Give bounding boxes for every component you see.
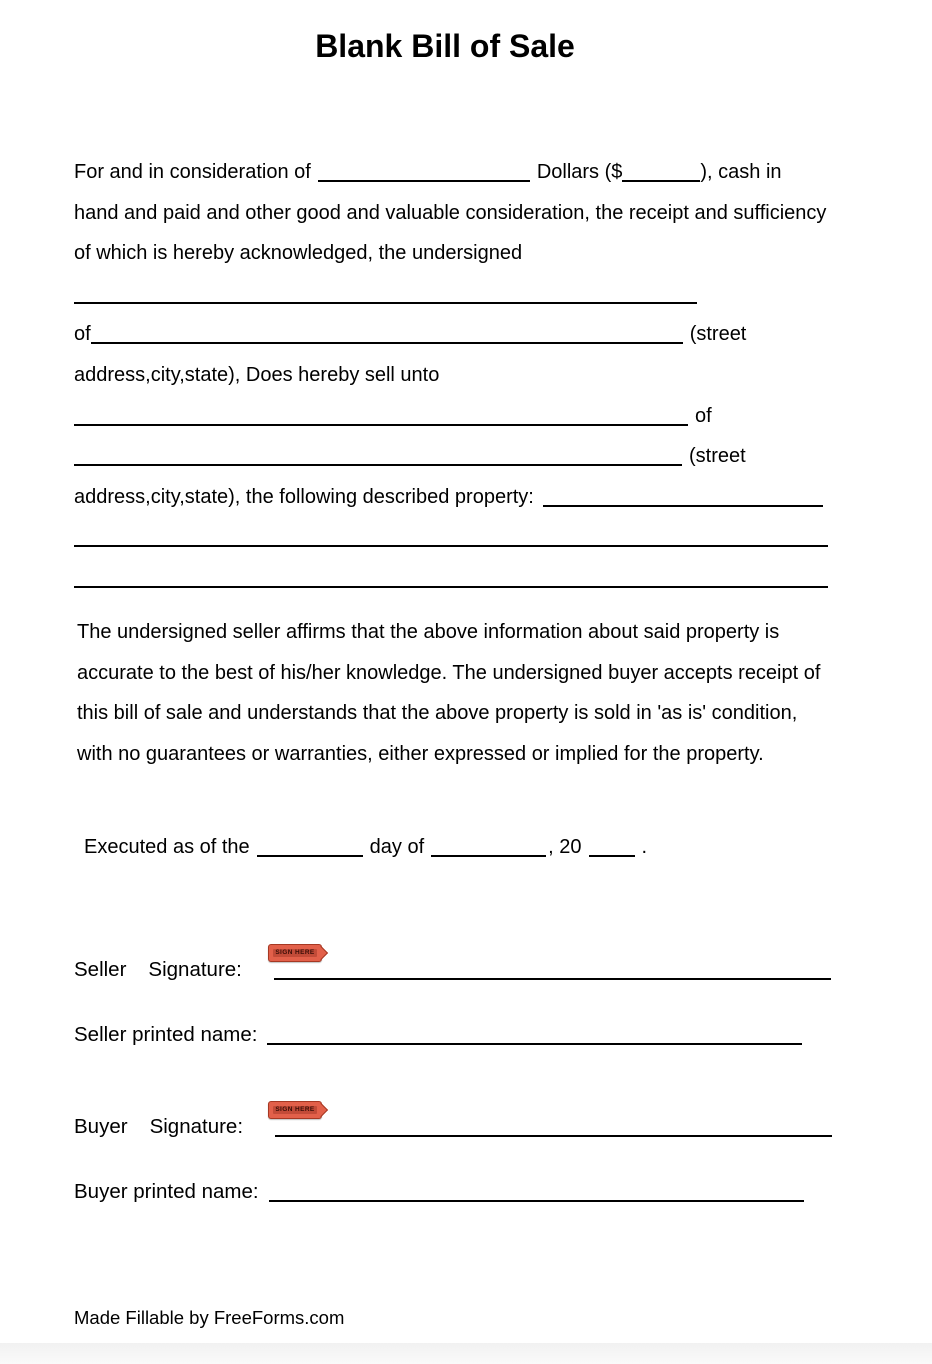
affirmation-line-1-text: The undersigned seller affirms that the above information about said property is bbox=[77, 621, 780, 643]
document-title: Blank Bill of Sale bbox=[315, 28, 575, 64]
execution-year-blank[interactable] bbox=[589, 855, 635, 857]
intro-line-3 bbox=[74, 233, 874, 274]
seller-printed-name-row bbox=[74, 1018, 802, 1052]
property-description-blank-3[interactable] bbox=[74, 586, 828, 588]
buyer-label: Buyer bbox=[74, 1115, 128, 1138]
buyer-name-line bbox=[74, 396, 874, 437]
buyer-address-blank[interactable] bbox=[74, 464, 682, 466]
affirmation-line-1 bbox=[77, 612, 877, 653]
seller-address-line bbox=[74, 314, 874, 355]
seller-printed-name-label: Seller printed name: bbox=[74, 1023, 258, 1046]
buyer-name-blank[interactable] bbox=[74, 424, 688, 426]
seller-signature-blank[interactable] bbox=[274, 978, 831, 980]
affirmation-line-2-text: accurate to the best of his/her knowledge. The undersigned buyer accepts receipt of bbox=[77, 661, 821, 684]
buyer-printed-name-label: Buyer printed name: bbox=[74, 1180, 259, 1203]
seller-signature-label: Signature: bbox=[148, 958, 242, 981]
sign-here-tag-icon[interactable] bbox=[268, 944, 322, 962]
property-note: address,city,state), the following described property: bbox=[74, 485, 534, 508]
buyer-signature-row bbox=[74, 1105, 832, 1144]
buyer-printed-name-row bbox=[74, 1175, 804, 1209]
intro-and-parties-section bbox=[74, 152, 874, 599]
day-of-label: day of bbox=[369, 836, 425, 858]
page-bottom-strip bbox=[0, 1343, 932, 1364]
year-prefix-label: , 20 bbox=[548, 836, 582, 858]
consideration-text: For and in consideration of bbox=[74, 161, 311, 183]
dollar-figure-blank[interactable] bbox=[622, 180, 700, 182]
buyer-signature-blank[interactable] bbox=[275, 1135, 832, 1137]
intro-line-2 bbox=[74, 193, 874, 234]
footer-credit: Made Fillable by FreeForms.com bbox=[74, 1307, 345, 1328]
affirmation-line-4-text: with no guarantees or warranties, either expressed or implied for the property. bbox=[77, 742, 764, 765]
seller-label: Seller bbox=[74, 958, 127, 981]
buyer-printed-name-blank[interactable] bbox=[269, 1200, 804, 1202]
intro-line-3-text: of which is hereby acknowledged, the undersigned bbox=[74, 242, 523, 265]
execution-day-blank[interactable] bbox=[257, 855, 363, 857]
buyer-address-line bbox=[74, 436, 874, 477]
property-extra-line-2 bbox=[74, 558, 874, 599]
seller-signature-row bbox=[74, 948, 831, 987]
seller-address-note: address,city,state), Does hereby sell unto bbox=[74, 363, 440, 386]
period-label: . bbox=[641, 836, 648, 858]
cash-in-label: ), cash in bbox=[700, 161, 782, 183]
executed-text: Executed as of the bbox=[84, 836, 250, 858]
affirmation-line-2 bbox=[77, 653, 877, 694]
property-line bbox=[74, 477, 874, 518]
property-description-blank[interactable] bbox=[543, 505, 823, 507]
execution-date-line bbox=[84, 827, 647, 867]
intro-line-1 bbox=[74, 152, 874, 193]
affirmation-line-3-text: this bill of sale and understands that the above property is sold in 'as is' condition, bbox=[77, 702, 798, 725]
seller-street-label: (street bbox=[689, 323, 747, 346]
buyer-of-label: of bbox=[695, 404, 712, 427]
execution-month-blank[interactable] bbox=[431, 855, 546, 857]
property-extra-line-1 bbox=[74, 517, 874, 558]
intro-line-2-text: hand and paid and other good and valuable consideration, the receipt and sufficiency bbox=[74, 201, 827, 224]
seller-printed-name-blank[interactable] bbox=[267, 1043, 802, 1045]
sign-here-tag-label: SIGN HERE bbox=[275, 1105, 315, 1113]
affirmation-paragraph bbox=[77, 612, 877, 774]
affirmation-line-4 bbox=[77, 734, 877, 775]
seller-address-blank[interactable] bbox=[91, 342, 683, 344]
property-description-blank-2[interactable] bbox=[74, 545, 828, 547]
buyer-street-label: (street bbox=[689, 445, 746, 468]
buyer-signature-label: Signature: bbox=[149, 1115, 244, 1138]
consideration-amount-blank[interactable] bbox=[318, 180, 530, 182]
seller-name-blank[interactable] bbox=[74, 302, 697, 304]
sign-here-tag-icon[interactable] bbox=[268, 1101, 322, 1119]
seller-name-line bbox=[74, 274, 874, 315]
sign-here-tag-label: SIGN HERE bbox=[275, 948, 315, 956]
affirmation-line-3 bbox=[77, 693, 877, 734]
seller-address-note-line bbox=[74, 355, 874, 396]
seller-of-label: of bbox=[74, 323, 91, 346]
dollars-label: Dollars ($ bbox=[536, 161, 623, 183]
